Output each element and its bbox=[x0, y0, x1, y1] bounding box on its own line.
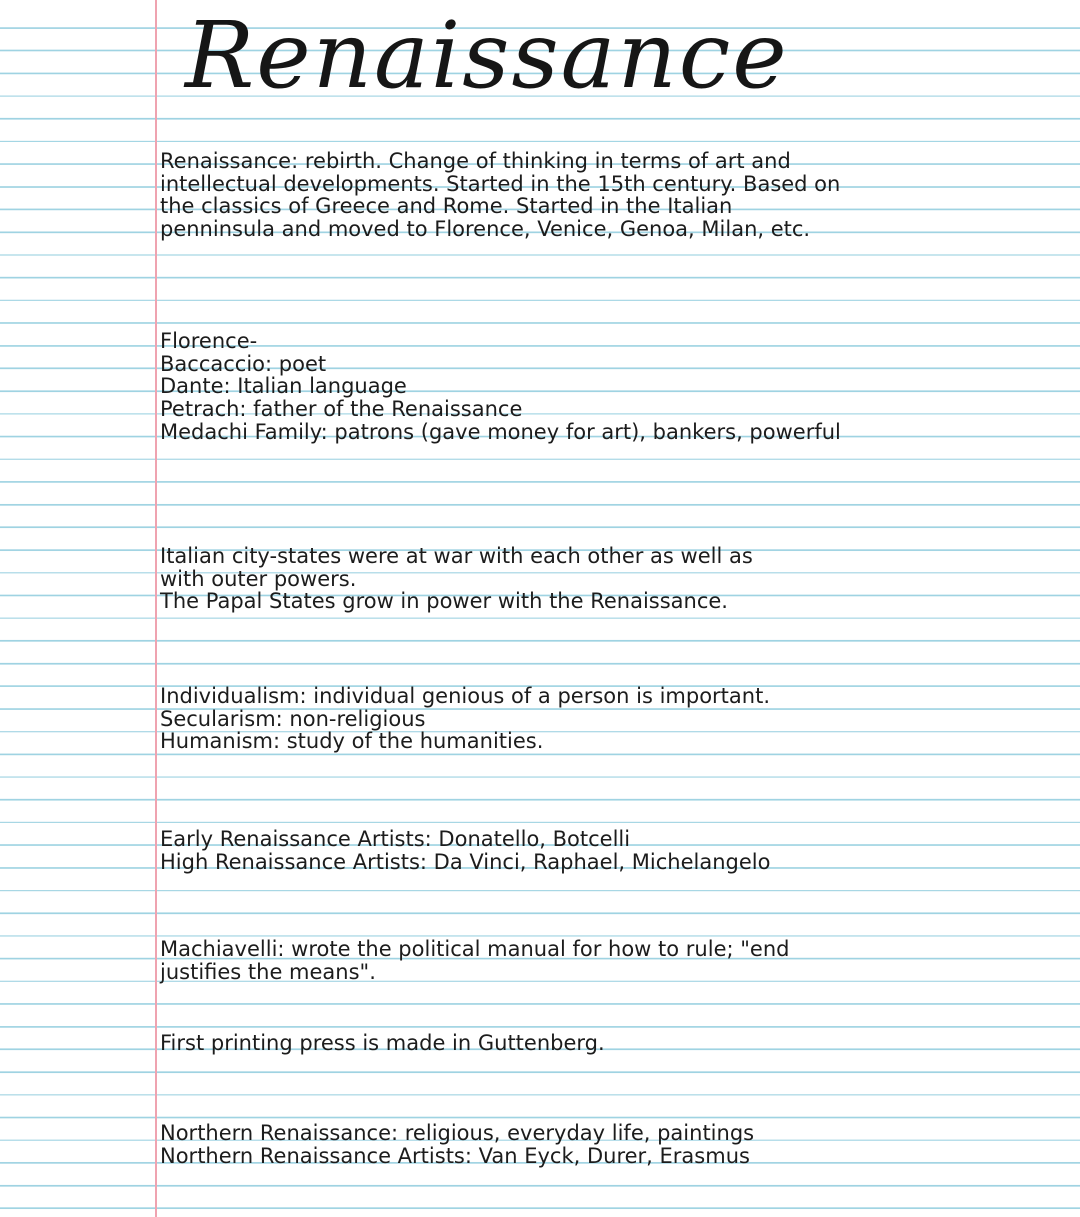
margin-line bbox=[155, 0, 157, 1217]
note-line: Renaissance: rebirth. Change of thinking in terms of art and bbox=[160, 149, 791, 173]
note-line: Petrach: father of the Renaissance bbox=[160, 397, 523, 422]
note-block-isms bbox=[160, 685, 770, 753]
note-line: Northern Renaissance Artists: Van Eyck, Durer, Erasmus bbox=[160, 1143, 750, 1168]
note-block-printing-press bbox=[160, 1032, 605, 1055]
note-line: penninsula and moved to Florence, Venice, Genoa, Milan, etc. bbox=[160, 217, 811, 242]
note-block-florence bbox=[160, 330, 841, 443]
note-line: with outer powers. bbox=[160, 566, 357, 591]
page-title: Renaissance bbox=[185, 2, 789, 109]
note-block-northern bbox=[160, 1122, 754, 1167]
note-line: Northern Renaissance: religious, everyday life, paintings bbox=[160, 1121, 755, 1145]
note-block-definition bbox=[160, 150, 840, 241]
note-line: Individualism: individual genious of a person is important. bbox=[160, 684, 771, 708]
note-line: Secularism: non-religious bbox=[160, 706, 426, 731]
note-line: justifies the means". bbox=[160, 959, 376, 984]
note-line: intellectual developments. Started in the 15th century. Based on bbox=[160, 171, 841, 196]
note-line: High Renaissance Artists: Da Vinci, Raphael, Michelangelo bbox=[160, 849, 771, 874]
note-block-city-states bbox=[160, 545, 753, 613]
note-line: Humanism: study of the humanities. bbox=[160, 729, 544, 754]
note-line: Machiavelli: wrote the political manual for how to rule; "end bbox=[160, 937, 790, 961]
note-line: Florence- bbox=[160, 329, 258, 353]
note-block-artists bbox=[160, 828, 770, 873]
note-line: The Papal States grow in power with the Renaissance. bbox=[160, 589, 728, 614]
note-line: Medachi Family: patrons (gave money for art), bankers, powerful bbox=[160, 419, 841, 444]
note-line: First printing press is made in Guttenberg. bbox=[160, 1031, 605, 1055]
note-line: the classics of Greece and Rome. Started in the Italian bbox=[160, 194, 733, 219]
note-line: Early Renaissance Artists: Donatello, Botcelli bbox=[160, 827, 631, 851]
note-line: Dante: Italian language bbox=[160, 374, 407, 399]
note-line: Italian city-states were at war with each other as well as bbox=[160, 544, 753, 568]
note-block-machiavelli bbox=[160, 938, 789, 983]
note-line: Baccaccio: poet bbox=[160, 351, 327, 376]
